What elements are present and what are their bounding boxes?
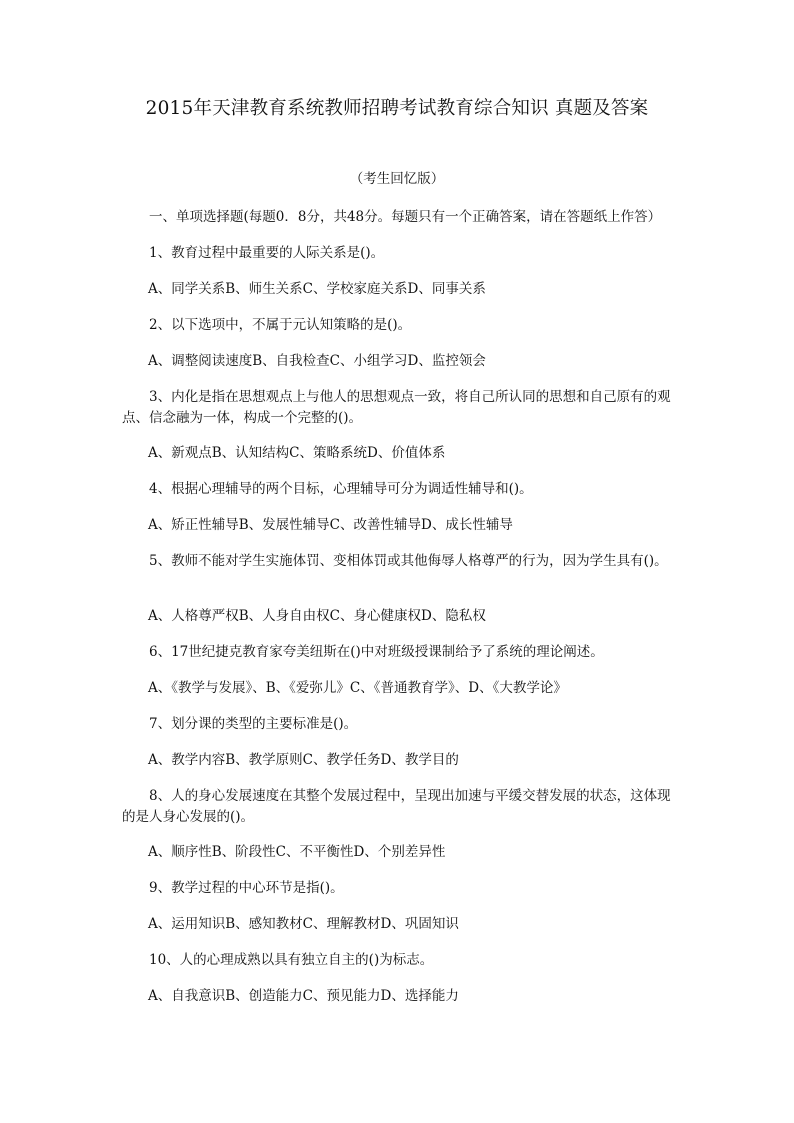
question-6: 6、17世纪捷克教育家夸美纽斯在()中对班级授课制给予了系统的理论阐述。: [149, 644, 604, 660]
options-3: A、新观点B、认知结构C、策略系统D、价值体系: [148, 445, 446, 461]
options-8: A、顺序性B、阶段性C、不平衡性D、个别差异性: [148, 844, 446, 860]
document-subtitle: （考生回忆版）: [349, 171, 445, 187]
options-7: A、教学内容B、教学原则C、教学任务D、教学目的: [148, 752, 459, 768]
options-9: A、运用知识B、感知教材C、理解教材D、巩固知识: [148, 916, 459, 932]
options-5: A、人格尊严权B、人身自由权C、身心健康权D、隐私权: [148, 608, 486, 624]
question-3: 3、内化是指在思想观点上与他人的思想观点一致，将自己所认同的思想和自己原有的观点、信念融为一体，构成一个完整的()。: [122, 389, 671, 426]
options-4: A、矫正性辅导B、发展性辅导C、改善性辅导D、成长性辅导: [148, 517, 513, 533]
options-10: A、自我意识B、创造能力C、预见能力D、选择能力: [148, 988, 459, 1004]
question-5: 5、教师不能对学生实施体罚、变相体罚或其他侮辱人格尊严的行为，因为学生具有()。: [149, 553, 668, 569]
question-4: 4、根据心理辅导的两个目标，心理辅导可分为调适性辅导和()。: [149, 481, 533, 497]
options-1: A、同学关系B、师生关系C、学校家庭关系D、同事关系: [148, 281, 486, 297]
section-heading: 一、单项选择题(每题0．8分，共48分。每题只有一个正确答案，请在答题纸上作答）: [149, 209, 662, 225]
options-2: A、调整阅读速度B、自我检查C、小组学习D、监控领会: [148, 353, 486, 369]
document-title: 2015年天津教育系统教师招聘考试教育综合知识 真题及答案: [145, 98, 649, 119]
question-1: 1、教育过程中最重要的人际关系是()。: [149, 245, 385, 261]
question-7: 7、划分课的类型的主要标准是()。: [149, 716, 358, 732]
question-2: 2、以下选项中，不属于元认知策略的是()。: [149, 317, 412, 333]
question-9: 9、教学过程的中心环节是指()。: [149, 880, 344, 896]
options-6: A、《教学与发展》、B、《爱弥儿》C、《普通教育学》、D、《大教学论》: [148, 680, 567, 696]
question-10: 10、人的心理成熟以具有独立自主的()为标志。: [149, 952, 434, 968]
question-8: 8、人的身心发展速度在其整个发展过程中，呈现出加速与平缓交替发展的状态，这体现的是人身心发展的()。: [122, 788, 671, 825]
